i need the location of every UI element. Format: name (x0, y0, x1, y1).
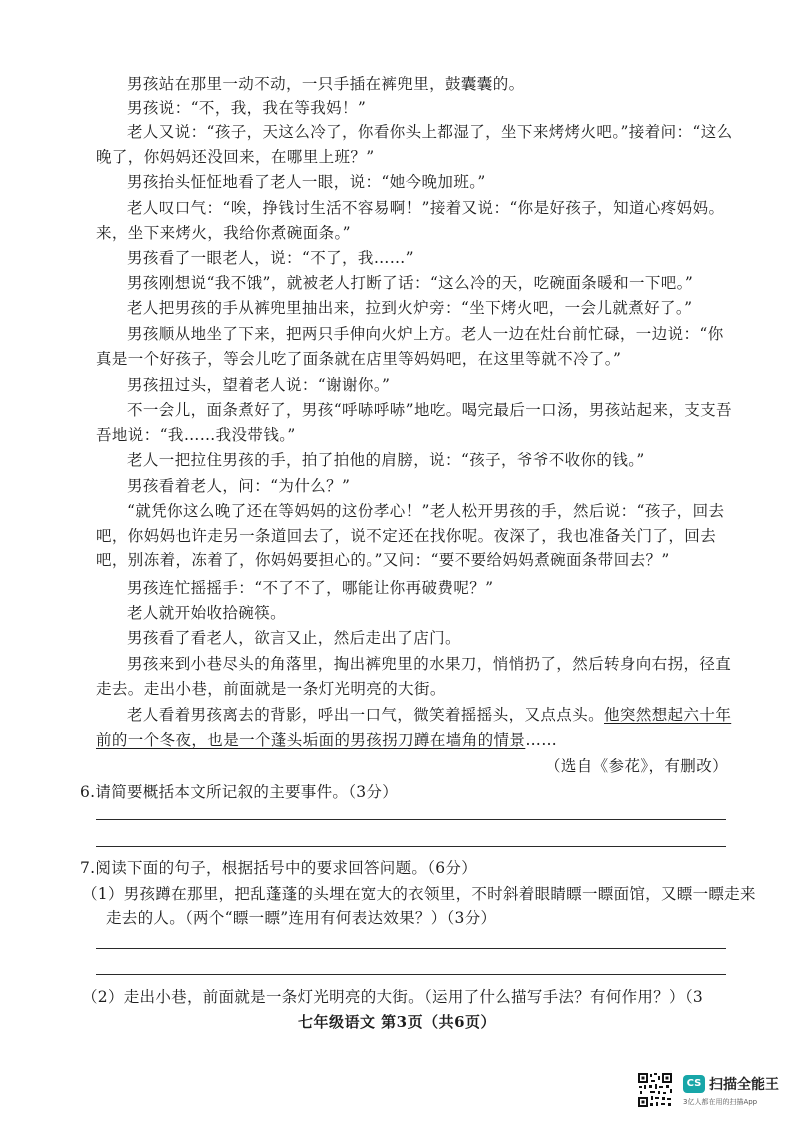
answer-line (96, 948, 726, 949)
scanner-tagline: 3亿人都在用的扫描App (683, 1098, 758, 1106)
underlined-sentence: 他突然想起六十年前的一个冬夜，也是一个蓬头垢面的男孩拐刀蹲在墙角的情景 (96, 706, 732, 749)
answer-line (96, 974, 726, 975)
ellipsis: …… (525, 730, 558, 749)
story-paragraph: 男孩看了一眼老人，说：“不了，我……” (127, 249, 414, 267)
story-last-paragraph (96, 703, 736, 752)
story-paragraph: 男孩顺从地坐了下来，把两只手伸向火炉上方。老人一边在灶台前忙碌，一边说：“你真是一个好孩子，等会儿吃了面条就在店里等妈妈吧，在这里等就不冷了。” (96, 325, 724, 368)
story-paragraph: 男孩看了看老人，欲言又止，然后走出了店门。 (127, 629, 461, 647)
question-7-1-line1: （1）男孩蹲在那里，把乱蓬蓬的头埋在宽大的衣领里，不时斜着眼睛瞟一瞟面馆，又瞟一瞟走来 (82, 885, 756, 903)
question-7: 7.阅读下面的句子，根据括号中的要求回答问题。（6分） (80, 859, 478, 877)
story-paragraph: 男孩扭过头，望着老人说：“谢谢你。” (127, 376, 391, 394)
qr-code-icon (637, 1072, 673, 1108)
story-paragraph: 老人叹口气：“唉，挣钱讨生活不容易啊！”接着又说：“你是好孩子，知道心疼妈妈。来，坐下来烤火，我给你煮碗面条。” (96, 199, 725, 242)
story-paragraph: 男孩看着老人，问：“为什么？” (127, 477, 351, 495)
story-paragraph: 老人把男孩的手从裤兜里抽出来，拉到火炉旁：“坐下烤火吧，一会儿就煮好了。” (127, 299, 693, 317)
camscanner-logo-icon: CS (683, 1075, 705, 1093)
story-paragraph: 老人又说：“孩子，天这么冷了，你看你头上都湿了，坐下来烤烤火吧。”接着问：“这么晚了，你妈妈还没回来，在哪里上班？” (96, 123, 733, 166)
story-paragraph: 老人一把拉住男孩的手，拍了拍他的肩膀，说：“孩子，爷爷不收你的钱。” (127, 451, 645, 469)
question-6: 6.请简要概括本文所记叙的主要事件。（3分） (80, 783, 399, 801)
last-paragraph-text: 老人看着男孩离去的背影，呼出一口气，微笑着摇摇头，又点点头。 (127, 706, 605, 724)
story-paragraph: 男孩抬头怔怔地看了老人一眼，说：“她今晚加班。” (127, 173, 486, 191)
story-paragraph: 老人就开始收拾碗筷。 (127, 604, 287, 622)
story-paragraph: “就凭你这么晚了还在等妈妈的这份孝心！”老人松开男孩的手，然后说：“孩子，回去吧，你妈妈也许走另一条道回去了，说不定还在找你呢。夜深了，我也准备关门了，回去吧，别冻着，冻着了，你妈妈要担心的。”又问：“要不要给妈妈煮碗面条带回去？” (96, 502, 725, 570)
scanner-app-name: 扫描全能王 (709, 1077, 779, 1093)
page-footer: 七年级语文 第3页（共6页） (297, 1013, 497, 1031)
question-7-2: （2）走出小巷，前面就是一条灯光明亮的大街。（运用了什么描写手法？有何作用？）（3 (82, 988, 704, 1006)
story-paragraph: 男孩来到小巷尽头的角落里，掏出裤兜里的水果刀，悄悄扔了，然后转身向右拐，径直走去。走出小巷，前面就是一条灯光明亮的大街。 (96, 655, 732, 698)
question-7-1-line2: 走去的人。（两个“瞟一瞟”连用有何表达效果？）（3分） (106, 909, 497, 927)
answer-line (96, 819, 726, 820)
story-paragraph: 男孩说：“不，我，我在等我妈！” (127, 99, 367, 117)
story-paragraph: 男孩连忙摇摇手：“不了不了，哪能让你再破费呢？” (127, 579, 494, 597)
answer-line (96, 846, 726, 847)
source-attribution: （选自《参花》，有删改） (544, 757, 728, 775)
story-paragraph: 男孩站在那里一动不动，一只手插在裤兜里，鼓囊囊的。 (127, 75, 525, 93)
story-paragraph: 不一会儿，面条煮好了，男孩“呼哧呼哧”地吃。喝完最后一口汤，男孩站起来，支支吾吾地说：“我……我没带钱。” (96, 401, 732, 444)
story-paragraph: 男孩刚想说“我不饿”，就被老人打断了话：“这么冷的天，吃碗面条暖和一下吧。” (127, 274, 694, 292)
